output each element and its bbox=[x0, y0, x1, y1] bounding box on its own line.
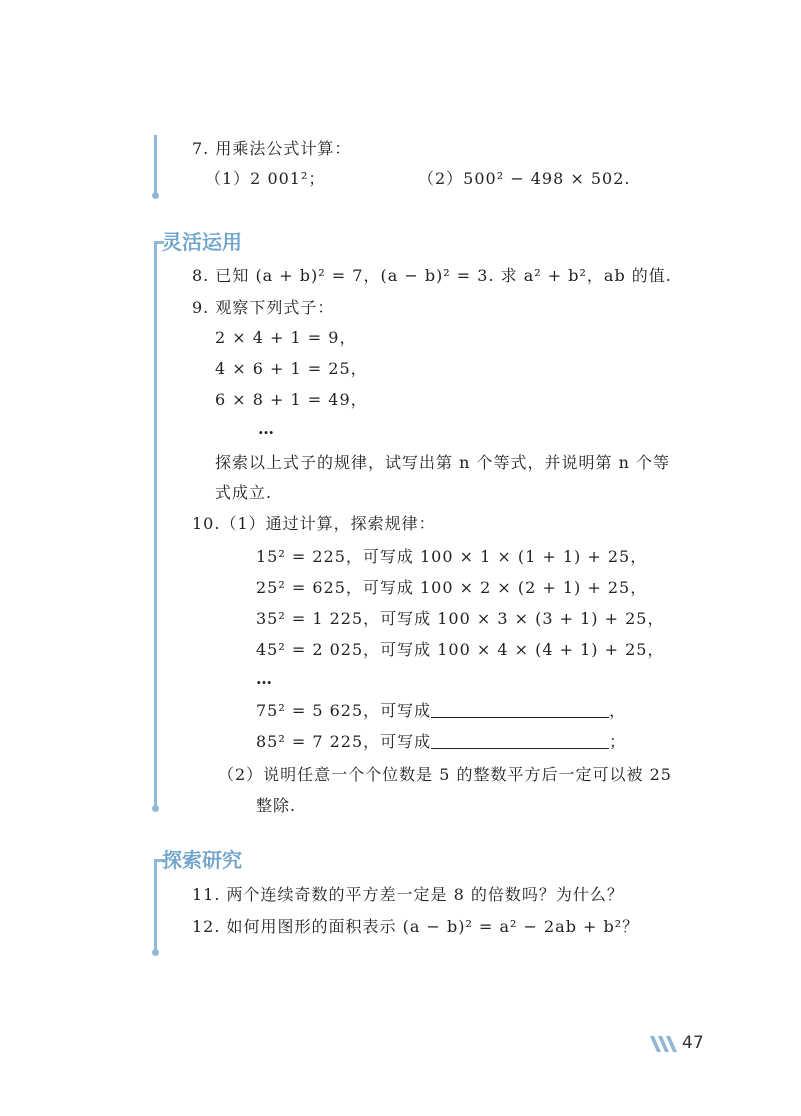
problem-12: 12. 如何用图形的面积表示 (a − b)² = a² − 2ab + b²？ bbox=[192, 917, 640, 936]
problem-10-line-3: 35² = 1 225，可写成 100 × 3 × (3 + 1) + 25， bbox=[256, 609, 665, 628]
section-bar-2 bbox=[154, 241, 157, 807]
section-bar-1-dot bbox=[152, 192, 159, 199]
problem-9-desc-1: 探索以上式子的规律，试写出第 n 个等式，并说明第 n 个等 bbox=[215, 453, 670, 472]
problem-9-desc-2: 式成立. bbox=[215, 483, 273, 502]
answer-blank-2[interactable] bbox=[431, 732, 609, 749]
section-bar-1 bbox=[154, 135, 157, 193]
problem-9-ellipsis: … bbox=[258, 419, 275, 438]
problem-10-line-1: 15² = 225，可写成 100 × 1 × (1 + 1) + 25， bbox=[256, 547, 648, 566]
problem-7-part-1: （1）2 001²； bbox=[205, 169, 326, 188]
page-stripes-icon bbox=[650, 1032, 680, 1054]
problem-8: 8. 已知 (a + b)² = 7，(a − b)² = 3. 求 a² + b²，ab 的值. bbox=[192, 266, 672, 285]
problem-7-part-2: （2）500² − 498 × 502. bbox=[418, 169, 631, 188]
blank-2-prefix: 85² = 7 225，可写成 bbox=[256, 732, 432, 751]
problem-10-line-2: 25² = 625，可写成 100 × 2 × (2 + 1) + 25， bbox=[256, 578, 648, 597]
section-bar-3-dot bbox=[152, 949, 159, 956]
blank-1-prefix: 75² = 5 625，可写成 bbox=[256, 701, 432, 720]
problem-7-title: 7. 用乘法公式计算： bbox=[192, 139, 352, 158]
problem-9-title: 9. 观察下列式子： bbox=[192, 298, 335, 317]
blank-1-suffix: ， bbox=[609, 701, 627, 720]
problem-10-blank-line-1 bbox=[256, 700, 626, 722]
problem-9-line-1: 2 × 4 + 1 = 9， bbox=[215, 328, 357, 347]
blank-2-suffix: ； bbox=[609, 732, 627, 751]
problem-9-line-3: 6 × 8 + 1 = 49， bbox=[215, 390, 368, 409]
problem-10-ellipsis: … bbox=[256, 669, 273, 688]
problem-10-part-2-line-2: 整除. bbox=[256, 796, 297, 815]
section-bar-2-dot bbox=[152, 805, 159, 812]
problem-11: 11. 两个连续奇数的平方差一定是 8 的倍数吗？为什么？ bbox=[192, 885, 624, 904]
problem-9-line-2: 4 × 6 + 1 = 25， bbox=[215, 359, 368, 378]
problem-10-line-4: 45² = 2 025，可写成 100 × 4 × (4 + 1) + 25， bbox=[256, 640, 665, 659]
problem-10-part-2-line-1: （2）说明任意一个个位数是 5 的整数平方后一定可以被 25 bbox=[218, 765, 672, 784]
answer-blank-1[interactable] bbox=[431, 701, 609, 718]
problem-10-blank-line-2 bbox=[256, 731, 626, 753]
problem-10-title: 10.（1）通过计算，探索规律： bbox=[192, 514, 436, 533]
section-explore-title: 探索研究 bbox=[162, 848, 242, 872]
section-flexible-title: 灵活运用 bbox=[162, 230, 242, 254]
section-bar-3 bbox=[154, 859, 157, 951]
page-number: 47 bbox=[682, 1033, 704, 1053]
